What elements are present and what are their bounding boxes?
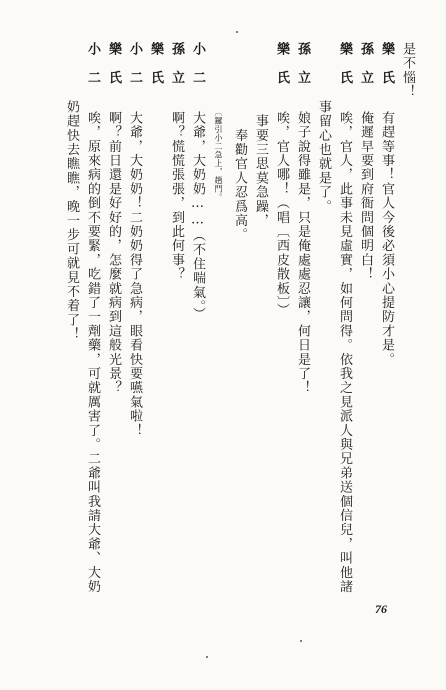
- line-1-text: 是不惱！: [400, 42, 415, 99]
- speaker-label: 小 二: [85, 42, 100, 85]
- stage-direction: [214, 108, 222, 202]
- line-8: [254, 100, 267, 228]
- speaker-label: 孫 立: [358, 42, 373, 85]
- line-16: [86, 42, 99, 594]
- line-16-text: 唉，原來病的倒不要緊，吃錯了一劑藥，可就厲害了。二爺叫我請大爺、大奶: [85, 110, 100, 594]
- line-6: [296, 42, 309, 395]
- speck: [300, 640, 302, 642]
- speaker-label: 樂 氏: [274, 42, 289, 85]
- line-8-text: 事要三思莫急躁，: [253, 100, 268, 228]
- line-7-text: 唉，官人哪！（唱〔西皮散板〕）: [274, 110, 289, 318]
- line-9-text: 奉勸官人忍爲高。: [232, 100, 247, 242]
- speaker-label: 樂 氏: [148, 42, 163, 85]
- line-2: [380, 42, 393, 366]
- line-4-text: 唉，官人，此事未見虛實，如何問得。依我之見派人與兄弟送個信兒，叫他諸: [337, 110, 352, 594]
- line-11: [191, 42, 204, 321]
- line-11-text: 大爺，大奶奶……（不住喘氣。）: [190, 110, 205, 322]
- line-12-text: 啊？慌慌張張，到此何事？: [169, 110, 184, 282]
- line-12: [170, 42, 183, 281]
- line-7: [275, 42, 288, 317]
- speck: [236, 31, 238, 33]
- line-3: [359, 42, 372, 281]
- line-4: [338, 42, 351, 594]
- line-1: [401, 42, 414, 99]
- speaker-label: 孫 立: [295, 42, 310, 85]
- line-2-text: 有趕等事！官人今後必須小心提防才是。: [379, 110, 394, 367]
- speaker-label: 孫 立: [169, 42, 184, 85]
- line-15-text: 啊？前日還是好好的，怎麼就病到這般光景？: [106, 110, 121, 395]
- line-13: [149, 42, 162, 85]
- line-3-text: 俺遲早要到府衙問個明白！: [358, 110, 373, 282]
- page-number: 76: [375, 602, 387, 616]
- line-6-text: 娘子說得雖是，只是俺處處忍讓，何日是了！: [295, 110, 310, 395]
- line-15: [107, 42, 120, 395]
- line-5-text: 事留心也就是了。: [316, 100, 331, 214]
- speck: [206, 656, 208, 658]
- line-17: [65, 100, 78, 341]
- line-9: [233, 100, 246, 242]
- speaker-label: 樂 氏: [379, 42, 394, 85]
- stage-direction-text: 〔鑼引小二急上，趟門。: [214, 108, 223, 202]
- line-5: [317, 100, 330, 214]
- line-14: [128, 42, 141, 437]
- speaker-label: 樂 氏: [337, 42, 352, 85]
- speaker-label: 樂 氏: [106, 42, 121, 85]
- speaker-label: 小 二: [190, 42, 205, 85]
- speaker-label: 小 二: [127, 42, 142, 85]
- line-14-text: 大爺，大奶奶！二奶奶得了急病，眼看快要嚥氣啦！: [127, 110, 142, 438]
- line-17-text: 奶趕快去瞧瞧，晚一步可就見不着了！: [64, 100, 79, 342]
